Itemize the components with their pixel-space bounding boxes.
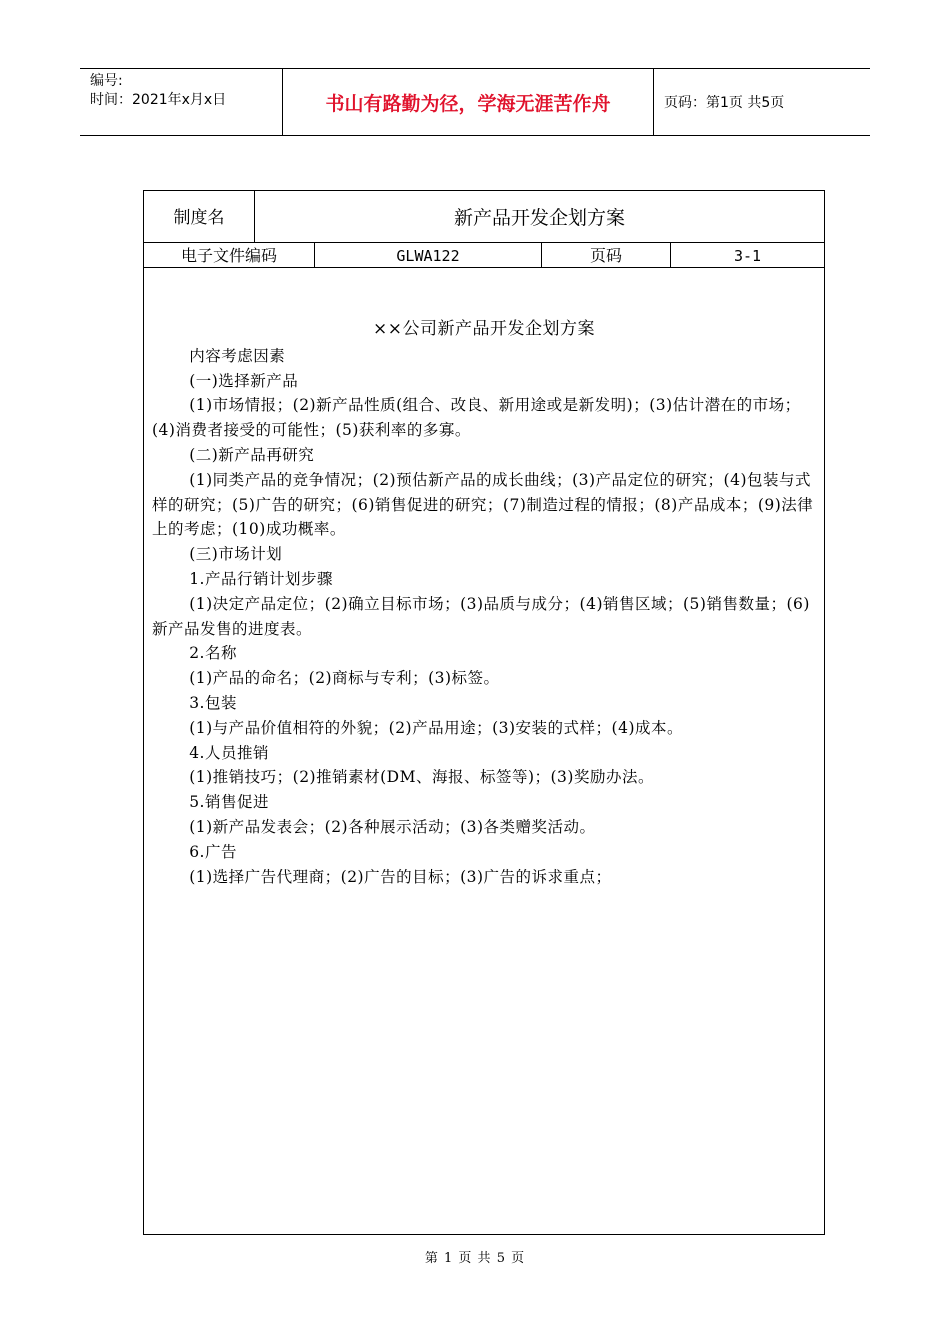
regulation-title: 新产品开发企划方案 [453, 207, 625, 229]
section-heading: (三)市场计划 [189, 545, 283, 564]
body-paragraph: (1)新产品发表会；(2)各种展示活动；(3)各类赠奖活动。 [189, 817, 596, 836]
body-paragraph: (1)决定产品定位；(2)确立目标市场；(3)品质与成分；(4)销售区域；(5)销售数量；(6)新产品发售的进度表。 [152, 594, 810, 638]
section-heading: (一)选择新产品 [189, 371, 299, 390]
document-body [152, 317, 816, 889]
body-paragraph: (1)推销技巧；(2)推销素材(DM、海报、标签等)；(3)奖励办法。 [189, 768, 654, 787]
page-footer: 第 1 页 共 5 页 [424, 1251, 526, 1266]
page-label: 页码 [542, 243, 671, 267]
subsection-heading: 6.广告 [189, 842, 237, 861]
document-time-label: 时间：2021年x月x日 [90, 92, 227, 108]
body-paragraph: (1)市场情报；(2)新产品性质(组合、改良、新用途或是新发明)；(3)估计潜在的市场；(4)消费者接受的可能性；(5)获利率的多寡。 [152, 396, 801, 440]
subsection-heading: 2.名称 [189, 644, 237, 663]
section-heading: (二)新产品再研究 [189, 445, 315, 464]
body-paragraph: (1)同类产品的竞争情况；(2)预估新产品的成长曲线；(3)产品定位的研究；(4)包装与式样的研究；(5)广告的研究；(6)销售促进的研究；(7)制造过程的情报；(8)产品成本；(9)法律上的考虑；(10)成功概率。 [152, 470, 814, 539]
file-code-value: GLWA122 [315, 243, 542, 267]
document-frame [143, 190, 825, 1235]
body-paragraph: 内容考虑因素 [189, 346, 286, 365]
header-page-info: 页码：第1页 共5页 [664, 95, 785, 111]
page-header [80, 68, 870, 136]
body-paragraph: (1)与产品价值相符的外貌；(2)产品用途；(3)安装的式样；(4)成本。 [189, 718, 684, 737]
body-paragraph: (1)选择广告代理商；(2)广告的目标；(3)广告的诉求重点； [189, 867, 612, 886]
header-motto: 书山有路勤为径，学海无涯苦作舟 [282, 69, 654, 135]
header-meta [80, 69, 282, 135]
subsection-heading: 5.销售促进 [189, 793, 269, 812]
subsection-heading: 3.包装 [189, 693, 237, 712]
document-title: ××公司新产品开发企划方案 [373, 319, 595, 339]
subsection-heading: 4.人员推销 [189, 743, 269, 762]
title-row [144, 191, 824, 243]
body-paragraph: (1)产品的命名；(2)商标与专利；(3)标签。 [189, 669, 500, 688]
page-value: 3-1 [733, 247, 762, 265]
meta-row [144, 243, 824, 268]
file-code-label: 电子文件编码 [144, 243, 315, 267]
subsection-heading: 1.产品行销计划步骤 [189, 569, 333, 588]
document-number-label: 编号: [90, 73, 123, 89]
regulation-name-label: 制度名 [144, 191, 255, 242]
